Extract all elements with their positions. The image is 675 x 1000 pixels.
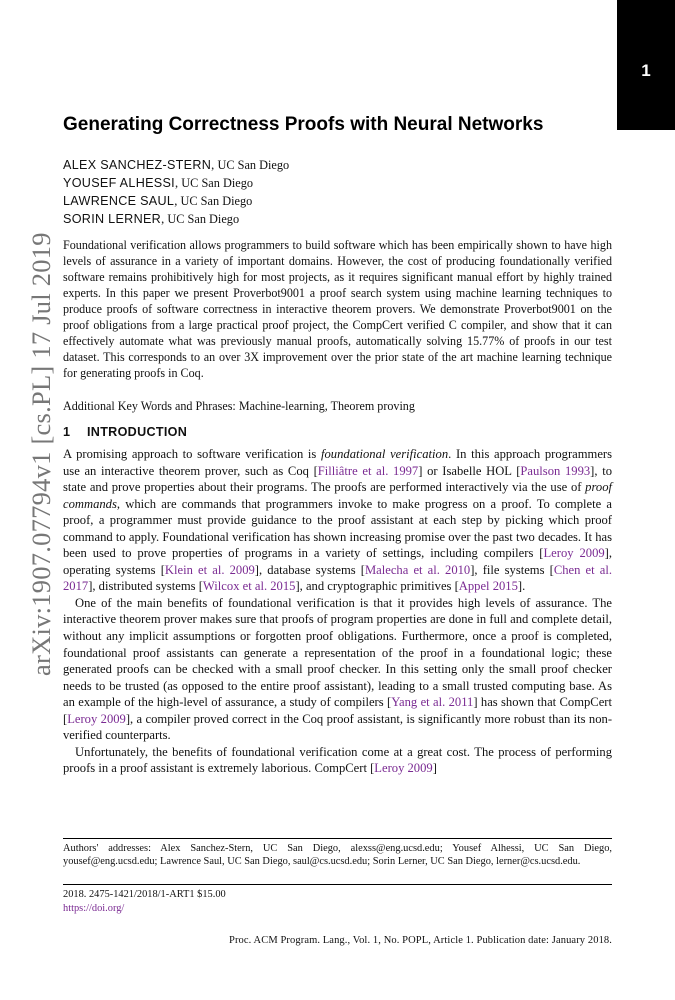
citation-link[interactable]: Leroy 2009 — [543, 546, 605, 561]
citation-link[interactable]: Malecha et al. 2010 — [364, 562, 471, 577]
citation-link[interactable]: Filliâtre et al. 1997 — [317, 463, 419, 478]
text-run: ], a compiler proved correct in the Coq proof assistant, is significantly more robust than its non-verified counterparts. — [63, 711, 613, 743]
running-footer: Proc. ACM Program. Lang., Vol. 1, No. POPL, Article 1. Publication date: January 2018. — [229, 935, 612, 946]
citation-link[interactable]: Wilcox et al. 2015 — [202, 579, 296, 594]
text-run: ], file systems [ — [470, 562, 554, 577]
author-name: ALEX SANCHEZ-STERN — [63, 158, 212, 172]
publication-line: 2018. 2475-1421/2018/1-ART1 $15.00 — [63, 889, 226, 900]
text-run: ] — [432, 761, 437, 776]
citation-link[interactable]: Appel 2015 — [458, 579, 518, 594]
author-affiliation: UC San Diego — [167, 212, 240, 226]
author-entry: LAWRENCE SAUL, UC San Diego — [63, 194, 253, 208]
paper-title: Generating Correctness Proofs with Neural Networks — [63, 114, 544, 135]
footnote-divider — [63, 838, 612, 839]
body-text — [63, 446, 612, 777]
abstract: Foundational verification allows programmers to build software which has been empirically shown to have high levels of assurance in a variety of important domains. However, the cost of producing foundationally verified software remains prohibitively high for most projects, as it requires significant manual effort by highly trained experts. In this paper we present Proverbot9001 a proof search system using machine learning techniques to produce proofs of software correctness in interactive theorem provers. We demonstrate Proverbot9001 on the proof obligations from a large practical proof project, the CompCert verified C compiler, and show that it can effectively automate what was previously manual proofs, automatically solving 15.77% of proofs in our test dataset. This corresponds to an over 3X improvement over the prior state of the art machine learning technique for generating proofs in Coq. — [63, 238, 612, 380]
emphasis: foundational verification — [321, 447, 449, 461]
author-name: LAWRENCE SAUL — [63, 194, 175, 208]
author-name: SORIN LERNER — [63, 212, 162, 226]
text-run: ], to state and prove properties about their programs. The proofs are performed interactively via the use of — [63, 463, 612, 495]
author-affiliation: UC San Diego — [180, 194, 253, 208]
text-run: , which are commands that programmers invoke to make progress on a proof. To complete a proof, a programmer must provide guidance to the proof assistant at each step by picking which proof command to apply. Foundational verification has shown increasing promise over the past two decades. It has been used to prove properties of programs in a variety of settings, including compilers [ — [63, 496, 612, 561]
pubinfo-divider — [63, 884, 612, 885]
section-heading — [63, 425, 187, 439]
doi-link[interactable]: https://doi.org/ — [63, 903, 125, 914]
author-entry: SORIN LERNER, UC San Diego — [63, 212, 240, 226]
page-number-badge — [617, 0, 675, 130]
author-addresses-footnote: Authors' addresses: Alex Sanchez-Stern, UC San Diego, alexss@eng.ucsd.edu; Yousef Alhessi, UC San Diego, yousef@eng.ucsd.edu; Lawrence Saul, UC San Diego, saul@cs.ucsd.edu; Sorin Lerner, UC San Diego, lerner@cs.ucsd.edu. — [63, 843, 612, 868]
author-affiliation: UC San Diego — [217, 158, 290, 172]
author-list — [63, 156, 289, 228]
emphasis: proof commands — [63, 480, 612, 511]
section-number: 1 — [63, 425, 71, 439]
text-run: A promising approach to software verification is — [63, 447, 322, 461]
citation-link[interactable]: Klein et al. 2009 — [164, 562, 255, 577]
text-run: ]. — [517, 579, 526, 594]
text-run: ], distributed systems [ — [88, 579, 203, 594]
text-run: ], database systems [ — [254, 562, 365, 577]
paragraph — [63, 446, 612, 595]
text-run: ], and cryptographic primitives [ — [295, 579, 459, 594]
publication-info — [63, 888, 226, 916]
paragraph — [63, 744, 612, 777]
author-entry: ALEX SANCHEZ-STERN, UC San Diego — [63, 158, 290, 172]
citation-link[interactable]: Leroy 2009 — [374, 761, 433, 776]
keywords: Additional Key Words and Phrases: Machine-learning, Theorem proving — [63, 399, 415, 413]
arxiv-stamp: arXiv:1907.07794v1 [cs.PL] 17 Jul 2019 — [26, 232, 56, 676]
text-run: Unfortunately, the benefits of foundational verification come at a great cost. The process of performing proofs in a proof assistant is extremely laborious. CompCert [ — [63, 744, 612, 776]
paragraph — [63, 595, 612, 744]
text-run: . In this approach programmers use an interactive theorem prover, such as Coq [ — [63, 447, 613, 478]
text-run: ], operating systems [ — [63, 546, 613, 577]
section-title: INTRODUCTION — [87, 425, 188, 439]
text-run: One of the main benefits of foundational verification is that it provides high levels of assurance. The interactive theorem prover makes sure that proofs of program properties are done in full and complete detail, without any implicit assumptions or forgotten proof obligations. Furthermore, once a proof is completed, foundational proof assistants can generate a representation of the proof in a foundational logic; these generated proofs can be checked with a small proof checker. In this setting only the small proof checker needs to be trusted (as opposed to the entire proof assistant), leading to a small trusted computing base. As an example of the high-level of assurance, a study of compilers [ — [63, 595, 612, 710]
citation-link[interactable]: Yang et al. 2011 — [391, 695, 474, 710]
citation-link[interactable]: Leroy 2009 — [67, 711, 126, 726]
text-run: ] or Isabelle HOL [ — [418, 463, 521, 478]
citation-link[interactable]: Chen et al. 2017 — [63, 562, 612, 594]
author-entry: YOUSEF ALHESSI, UC San Diego — [63, 176, 254, 190]
citation-link[interactable]: Paulson 1993 — [520, 463, 591, 478]
author-affiliation: UC San Diego — [181, 176, 254, 190]
page-number: 1 — [641, 61, 651, 80]
text-run: ] has shown that CompCert [ — [63, 695, 612, 726]
author-name: YOUSEF ALHESSI — [63, 176, 175, 190]
